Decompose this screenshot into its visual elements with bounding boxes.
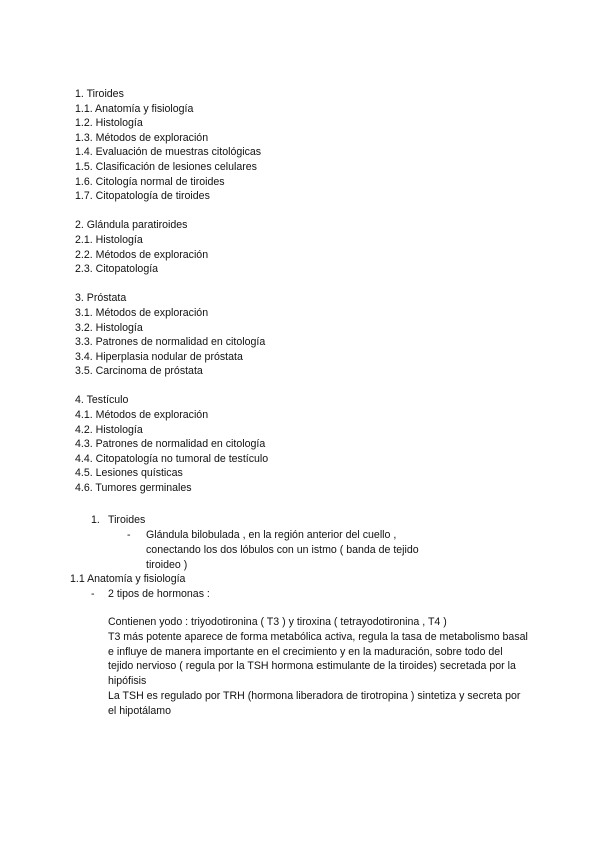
toc-item: 4.5. Lesiones quísticas <box>75 467 183 480</box>
list-item: Glándula bilobulada , en la región anterior del cuello , conectando los dos lóbulos con un istmo ( banda de tejido tiroideo ) <box>146 529 419 571</box>
section-number: 1. <box>91 514 100 526</box>
list-dash: - <box>127 529 131 541</box>
toc-item: 3.3. Patrones de normalidad en citología <box>75 336 266 349</box>
toc-item: 4.2. Histología <box>75 423 143 436</box>
section-heading <box>91 513 145 528</box>
toc-item: 4.3. Patrones de normalidad en citología <box>75 438 266 451</box>
paragraph: La TSH es regulado por TRH (hormona liberadora de tirotropina ) sintetiza y secreta por el hipotálamo <box>108 689 521 717</box>
toc-item: 2.1. Histología <box>75 233 143 246</box>
section-title: Tiroides <box>108 514 146 526</box>
toc-item: 1.6. Citología normal de tiroides <box>75 175 225 188</box>
toc-item: 2. Glándula paratiroides <box>75 219 188 232</box>
toc-item: 3. Próstata <box>75 292 127 305</box>
toc-item: 1.5. Clasificación de lesiones celulares <box>75 160 257 173</box>
toc-item: 1.1. Anatomía y fisiología <box>75 102 194 115</box>
toc-item: 4. Testículo <box>75 394 129 407</box>
toc-item: 3.4. Hiperplasia nodular de próstata <box>75 350 243 363</box>
toc-item: 3.1. Métodos de exploración <box>75 306 209 319</box>
list-dash: - <box>91 587 95 600</box>
toc-item: 1. Tiroides <box>75 88 124 100</box>
toc-item: 2.2. Métodos de exploración <box>75 248 209 261</box>
toc-item: 4.1. Métodos de exploración <box>75 409 209 422</box>
section-heading: 1.1 Anatomía y fisiología <box>70 573 186 585</box>
toc-item: 4.6. Tumores germinales <box>75 482 192 495</box>
toc-group-prostata <box>75 291 268 379</box>
toc-item: 3.2. Histología <box>75 321 143 334</box>
toc-item: 3.5. Carcinoma de próstata <box>75 365 203 378</box>
table-of-contents <box>75 87 268 510</box>
section-tiroides <box>91 513 419 571</box>
body-text <box>108 615 528 719</box>
toc-item: 4.4. Citopatología no tumoral de testículo <box>75 452 269 465</box>
toc-group-paratiroides <box>75 218 268 276</box>
paragraph: T3 más potente aparece de forma metabólica activa, regula la tasa de metabolismo basal e influye de manera importante en el crecimiento y en la maduración, sobre todo del tejido nervioso ( regula por la TSH hormona estimulante de la tiroides) secretada por la hipófisis <box>108 630 528 688</box>
toc-item: 1.2. Histología <box>75 117 143 130</box>
toc-item: 1.3. Métodos de exploración <box>75 131 209 144</box>
toc-group-testiculo <box>75 393 268 495</box>
toc-item: 1.7. Citopatología de tiroides <box>75 190 210 203</box>
paragraph: Contienen yodo : triyodotironina ( T3 ) y tiroxina ( tetrayodotironina , T4 ) <box>108 616 447 628</box>
list-item: 2 tipos de hormonas : <box>108 587 210 600</box>
toc-group-tiroides <box>75 87 268 204</box>
toc-item: 1.4. Evaluación de muestras citológicas <box>75 146 262 159</box>
section-anatomia <box>70 572 210 600</box>
toc-item: 2.3. Citopatología <box>75 263 159 276</box>
